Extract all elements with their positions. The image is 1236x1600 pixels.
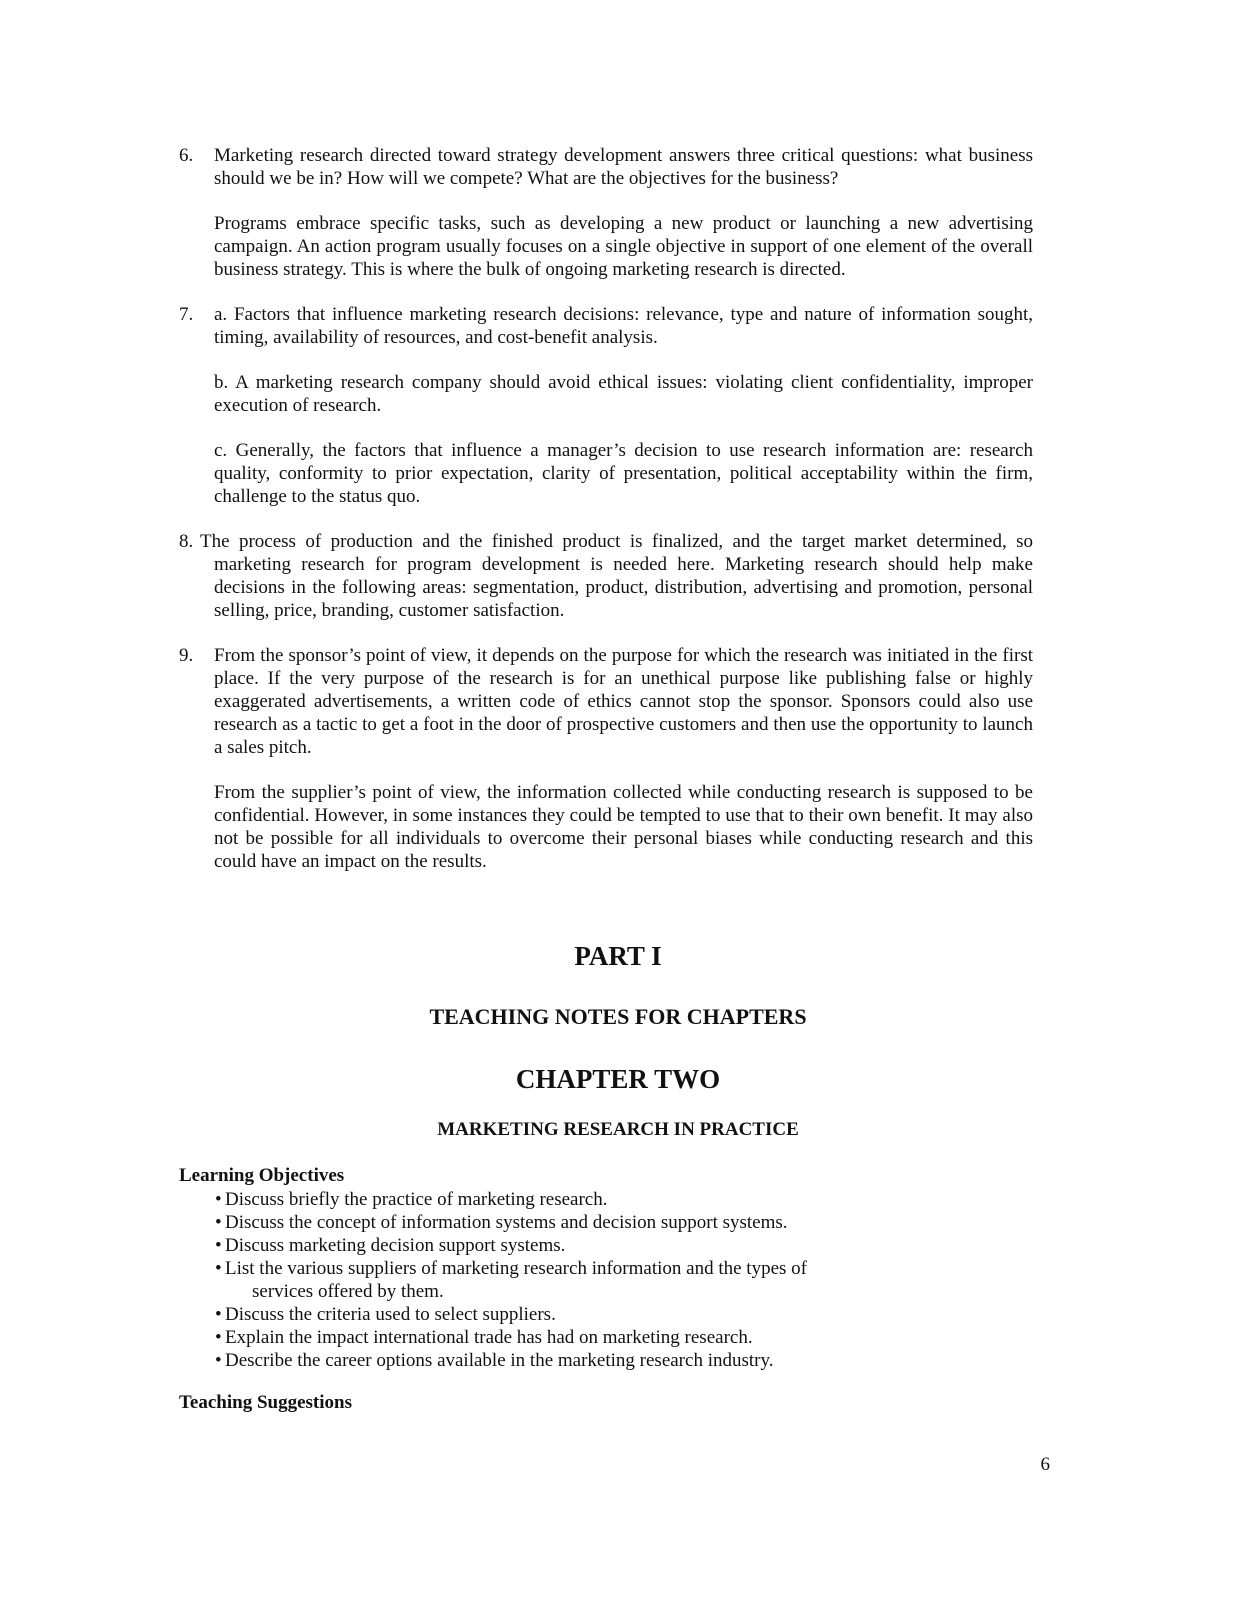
learning-objective-text: Discuss marketing decision support systems. bbox=[225, 1235, 566, 1256]
learning-objective-text: Discuss briefly the practice of marketing research. bbox=[225, 1189, 608, 1210]
chapter-heading: CHAPTER TWO bbox=[515, 1064, 721, 1094]
bullet-icon: • bbox=[215, 1327, 222, 1348]
bullet-icon: • bbox=[215, 1235, 222, 1256]
bullet-icon: • bbox=[215, 1212, 222, 1233]
item-number-6: 6. bbox=[179, 145, 194, 166]
bullet-icon: • bbox=[215, 1350, 222, 1371]
bullet-icon: • bbox=[215, 1189, 222, 1210]
learning-objectives-heading: Learning Objectives bbox=[179, 1165, 345, 1186]
learning-objective-item bbox=[215, 1349, 855, 1372]
learning-objective-text: Describe the career options available in the marketing research industry. bbox=[225, 1350, 774, 1371]
item-7-part-b: b. A marketing research company should avoid ethical issues: violating client confidentiality, improper execution of research. bbox=[214, 372, 1033, 416]
item-9-paragraph-2: From the supplier’s point of view, the information collected while conducting research is supposed to be confidential. However, in some instances they could be tempted to use that to their own benefit. It may also not be possible for all individuals to overcome their personal biases while conducting research and this could have an impact on the results. bbox=[214, 782, 1033, 872]
learning-objective-item bbox=[215, 1303, 855, 1326]
learning-objective-item bbox=[215, 1234, 855, 1257]
chapter-title: MARKETING RESEARCH IN PRACTICE bbox=[437, 1119, 799, 1140]
part-heading: PART I bbox=[574, 941, 662, 971]
page-number: 6 bbox=[1040, 1454, 1050, 1475]
bullet-icon: • bbox=[215, 1258, 222, 1279]
learning-objective-text: Discuss the criteria used to select suppliers. bbox=[225, 1304, 556, 1325]
learning-objective-item bbox=[215, 1257, 855, 1303]
item-number-7: 7. bbox=[179, 304, 194, 325]
item-7-part-c: c. Generally, the factors that influence a manager’s decision to use research information are: research quality, conformity to prior expectation, clarity of presentation, political acceptability within the firm, challenge to the status quo. bbox=[214, 440, 1033, 507]
item-6-paragraph-1: Marketing research directed toward strategy development answers three critical questions: what business should we be in? How will we compete? What are the objectives for the business? bbox=[214, 145, 1033, 189]
learning-objective-text: List the various suppliers of marketing research information and the types of services offered by them. bbox=[225, 1258, 807, 1302]
teaching-suggestions-heading: Teaching Suggestions bbox=[179, 1392, 352, 1413]
learning-objective-text: Explain the impact international trade has had on marketing research. bbox=[225, 1327, 753, 1348]
learning-objective-text: Discuss the concept of information systems and decision support systems. bbox=[225, 1212, 788, 1233]
learning-objective-item bbox=[215, 1188, 855, 1211]
item-6-paragraph-2: Programs embrace specific tasks, such as developing a new product or launching a new advertising campaign. An action program usually focuses on a single objective in support of one element of the overall business strategy. This is where the bulk of ongoing marketing research is directed. bbox=[214, 213, 1033, 280]
item-number-9: 9. bbox=[179, 645, 194, 666]
item-9-paragraph-1: From the sponsor’s point of view, it depends on the purpose for which the research was initiated in the first place. If the very purpose of the research is for an unethical purpose like publishing false or highly exaggerated advertisements, a written code of ethics cannot stop the sponsor. Sponsors could also use research as a tactic to get a foot in the door of prospective customers and then use the opportunity to launch a sales pitch. bbox=[214, 645, 1033, 758]
teaching-notes-heading: TEACHING NOTES FOR CHAPTERS bbox=[429, 1004, 807, 1029]
item-7-part-a: a. Factors that influence marketing research decisions: relevance, type and nature of information sought, timing, availability of resources, and cost-benefit analysis. bbox=[214, 304, 1033, 348]
learning-objective-item bbox=[215, 1211, 855, 1234]
bullet-icon: • bbox=[215, 1304, 222, 1325]
learning-objectives-list bbox=[215, 1188, 855, 1372]
item-8-paragraph: The process of production and the finished product is finalized, and the target market determined, so marketing research for program development is needed here. Marketing research should help make decisions in the following areas: segmentation, product, distribution, advertising and promotion, personal selling, price, branding, customer satisfaction. bbox=[200, 531, 1033, 621]
learning-objective-item bbox=[215, 1326, 855, 1349]
item-number-8: 8. bbox=[179, 531, 194, 552]
